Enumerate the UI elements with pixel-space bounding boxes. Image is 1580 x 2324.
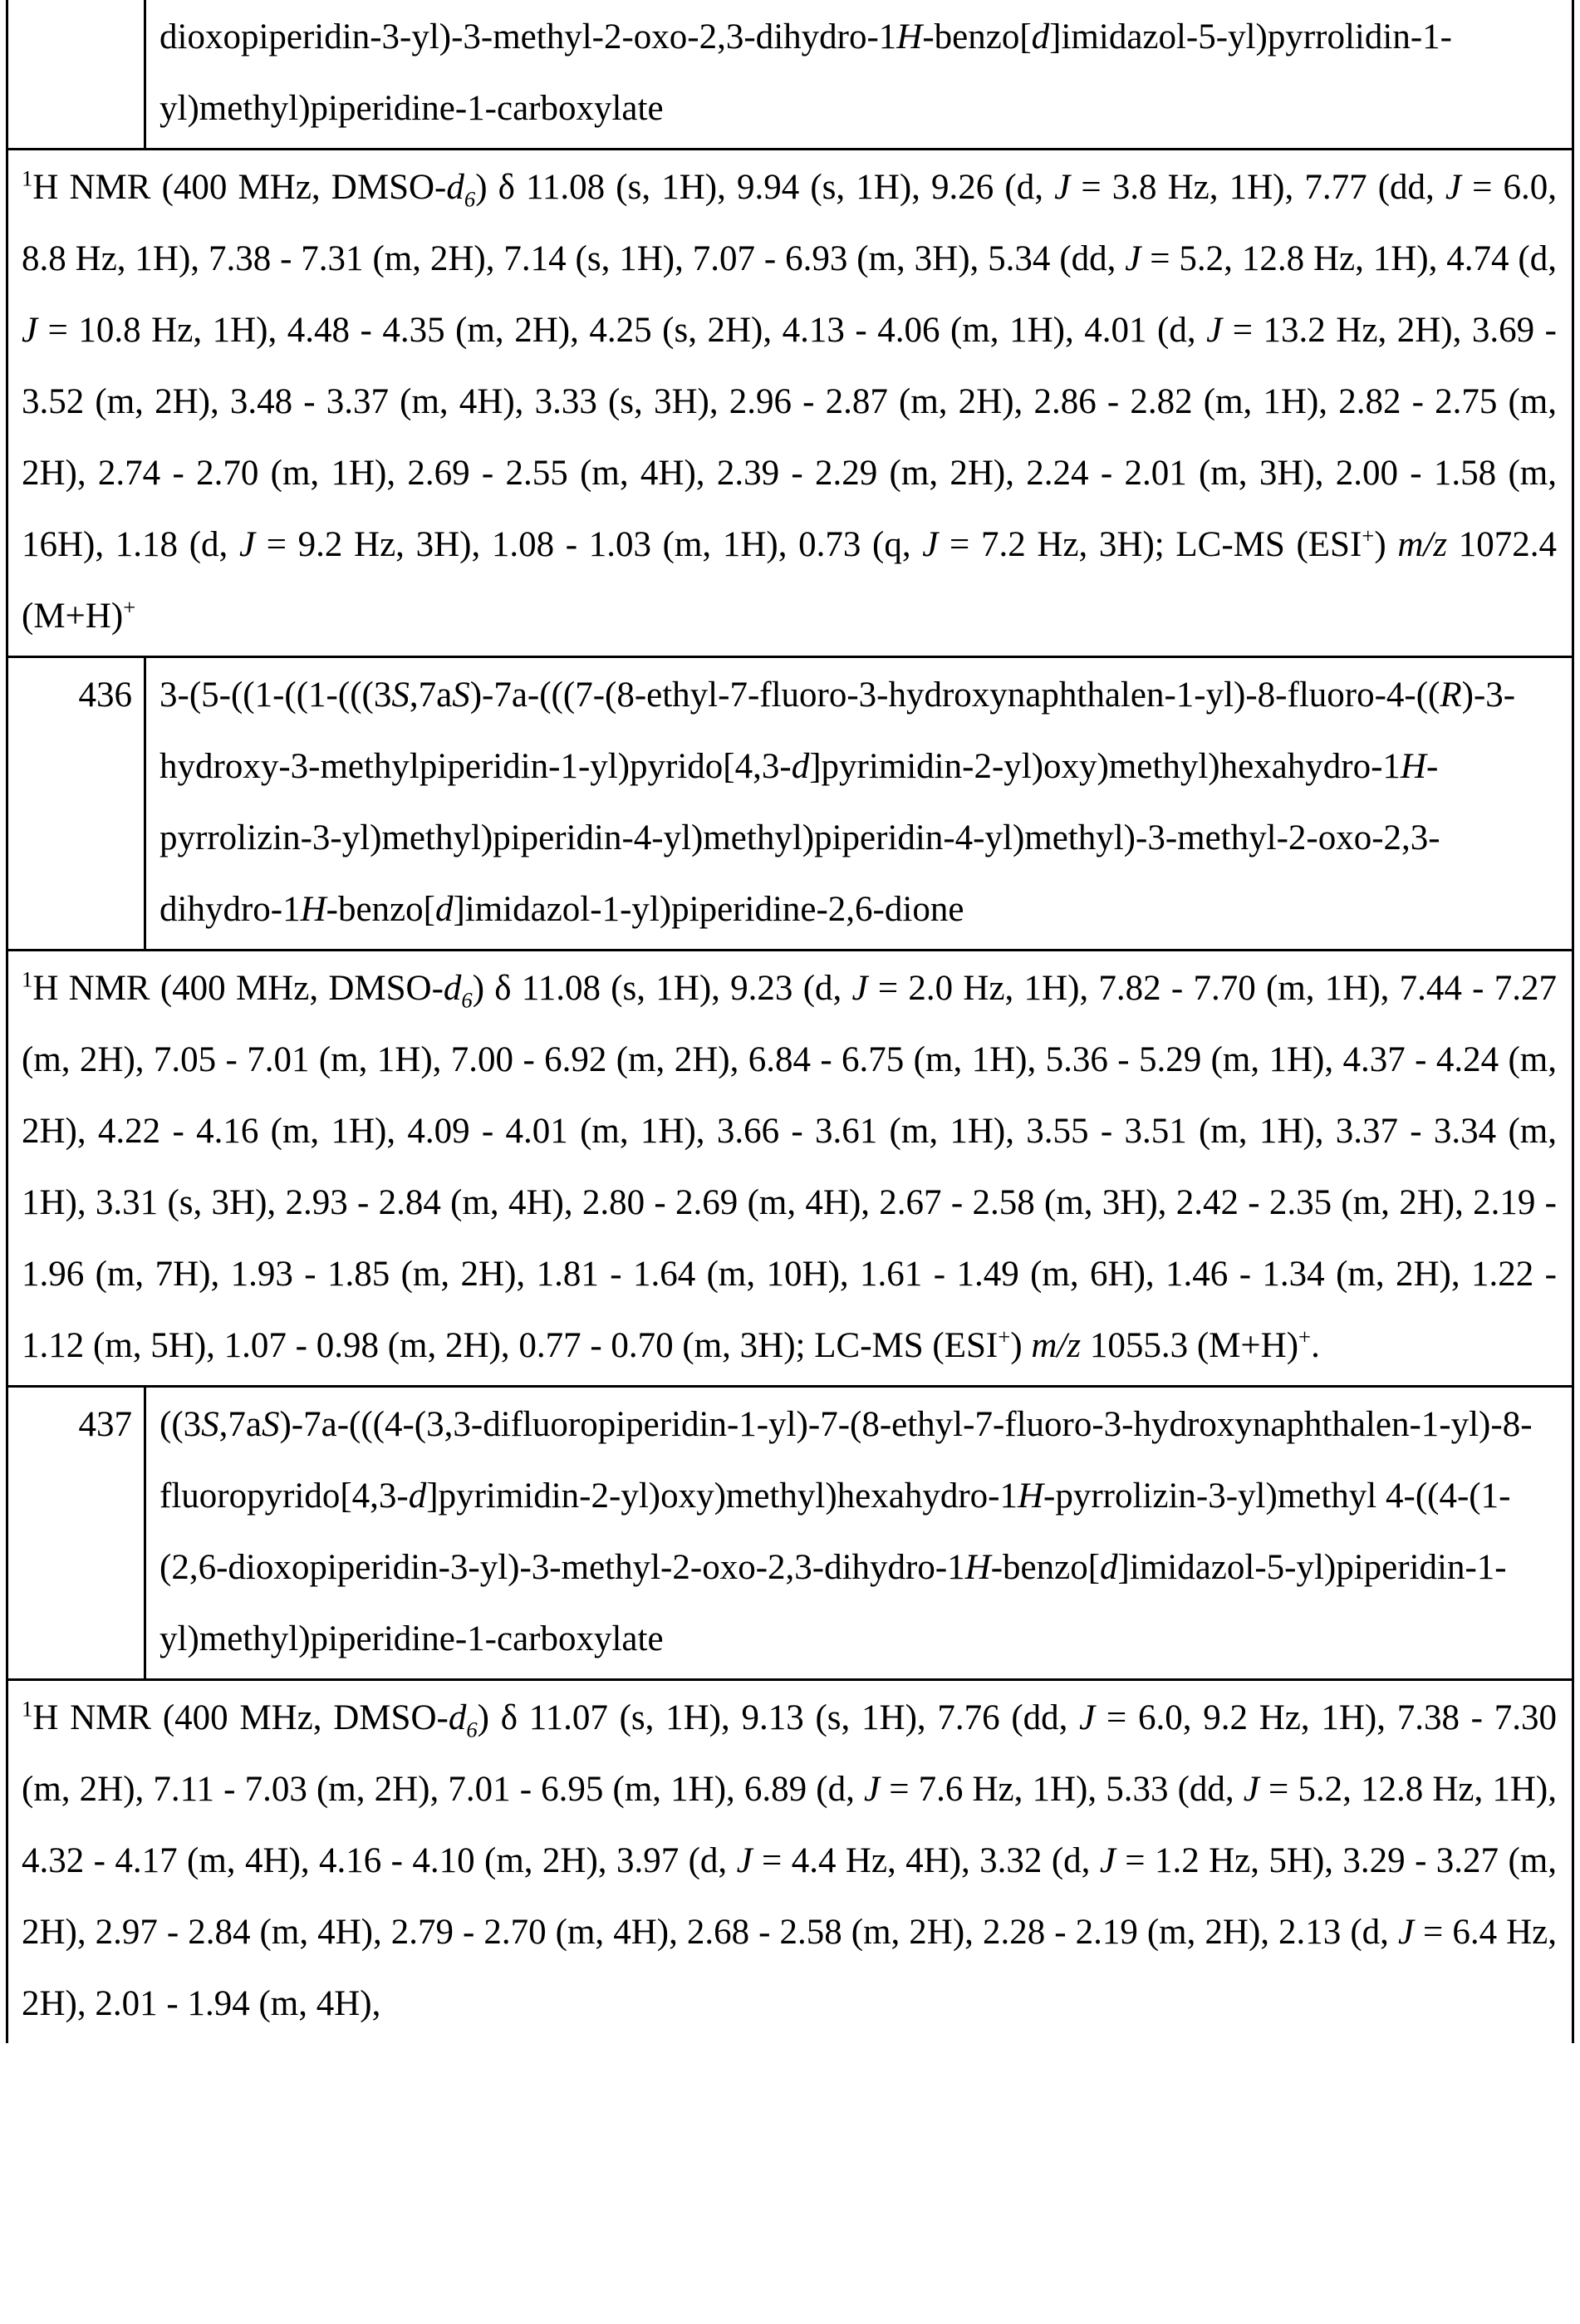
table-row-nmr [7,1680,1573,2044]
nmr-data-cell: $^1$H NMR (400 MHz, DMSO-$d_6$) δ 11.08 (s, 1H), 9.94 (s, 1H), 9.26 (d, J = 3.8 Hz, 1H), 7.77 (dd, J = 6.0, 8.8 Hz, 1H), 7.38 - 7.31 (m, 2H), 7.14 (s, 1H), 7.07 - 6.93 (m, 3H), 5.34 (dd, J = 5.2, 12.8 Hz, 1H), 4.74 (d, J = 10.8 Hz, 1H), 4.48 - 4.35 (m, 2H), 4.25 (s, 2H), 4.13 - 4.06 (m, 1H), 4.01 (d, J = 13.2 Hz, 2H), 3.69 - 3.52 (m, 2H), 3.48 - 3.37 (m, 4H), 3.33 (s, 3H), 2.96 - 2.87 (m, 2H), 2.86 - 2.82 (m, 1H), 2.82 - 2.75 (m, 2H), 2.74 - 2.70 (m, 1H), 2.69 - 2.55 (m, 4H), 2.39 - 2.29 (m, 2H), 2.24 - 2.01 (m, 3H), 2.00 - 1.58 (m, 16H), 1.18 (d, J = 9.2 Hz, 3H), 1.08 - 1.03 (m, 1H), 0.73 (q, J = 7.2 Hz, 3H); LC-MS (ESI+) m/z 1072.4 (M+H)+ [7,150,1573,657]
table-row-compound-continuation [7,0,1573,150]
compound-number-cell: 437 [7,1387,145,1680]
compound-number-cell [7,0,145,150]
table-row-nmr [7,951,1573,1387]
compound-table [6,0,1574,2043]
table-row-compound-437 [7,1387,1573,1680]
table-row-compound-436 [7,657,1573,951]
compound-name-cell: dioxopiperidin-3-yl)-3-methyl-2-oxo-2,3-dihydro-1H-benzo[d]imidazol-5-yl)pyrrolidin-1-yl)methyl)piperidine-1-carboxylate [145,0,1573,150]
nmr-data-cell: $^1$H NMR (400 MHz, DMSO-$d_6$) δ 11.08 (s, 1H), 9.23 (d, J = 2.0 Hz, 1H), 7.82 - 7.70 (m, 1H), 7.44 - 7.27 (m, 2H), 7.05 - 7.01 (m, 1H), 7.00 - 6.92 (m, 2H), 6.84 - 6.75 (m, 1H), 5.36 - 5.29 (m, 1H), 4.37 - 4.24 (m, 2H), 4.22 - 4.16 (m, 1H), 4.09 - 4.01 (m, 1H), 3.66 - 3.61 (m, 1H), 3.55 - 3.51 (m, 1H), 3.37 - 3.34 (m, 1H), 3.31 (s, 3H), 2.93 - 2.84 (m, 4H), 2.80 - 2.69 (m, 4H), 2.67 - 2.58 (m, 3H), 2.42 - 2.35 (m, 2H), 2.19 - 1.96 (m, 7H), 1.93 - 1.85 (m, 2H), 1.81 - 1.64 (m, 10H), 1.61 - 1.49 (m, 6H), 1.46 - 1.34 (m, 2H), 1.22 - 1.12 (m, 5H), 1.07 - 0.98 (m, 2H), 0.77 - 0.70 (m, 3H); LC-MS (ESI+) m/z 1055.3 (M+H)+. [7,951,1573,1387]
compound-number-cell: 436 [7,657,145,951]
compound-name-cell: 3-(5-((1-((1-(((3S,7aS)-7a-(((7-(8-ethyl-7-fluoro-3-hydroxynaphthalen-1-yl)-8-fluoro-4-((R)-3-hydroxy-3-methylpiperidin-1-yl)pyrido[4,3-d]pyrimidin-2-yl)oxy)methyl)hexahydro-1H-pyrrolizin-3-yl)methyl)piperidin-4-yl)methyl)piperidin-4-yl)methyl)-3-methyl-2-oxo-2,3-dihydro-1H-benzo[d]imidazol-1-yl)piperidine-2,6-dione [145,657,1573,951]
compound-name-cell: ((3S,7aS)-7a-(((4-(3,3-difluoropiperidin-1-yl)-7-(8-ethyl-7-fluoro-3-hydroxynaphthalen-1-yl)-8-fluoropyrido[4,3-d]pyrimidin-2-yl)oxy)methyl)hexahydro-1H-pyrrolizin-3-yl)methyl 4-((4-(1-(2,6-dioxopiperidin-3-yl)-3-methyl-2-oxo-2,3-dihydro-1H-benzo[d]imidazol-5-yl)piperidin-1-yl)methyl)piperidine-1-carboxylate [145,1387,1573,1680]
nmr-data-cell: $^1$H NMR (400 MHz, DMSO-$d_6$) δ 11.07 (s, 1H), 9.13 (s, 1H), 7.76 (dd, J = 6.0, 9.2 Hz, 1H), 7.38 - 7.30 (m, 2H), 7.11 - 7.03 (m, 2H), 7.01 - 6.95 (m, 1H), 6.89 (d, J = 7.6 Hz, 1H), 5.33 (dd, J = 5.2, 12.8 Hz, 1H), 4.32 - 4.17 (m, 4H), 4.16 - 4.10 (m, 2H), 3.97 (d, J = 4.4 Hz, 4H), 3.32 (d, J = 1.2 Hz, 5H), 3.29 - 3.27 (m, 2H), 2.97 - 2.84 (m, 4H), 2.79 - 2.70 (m, 4H), 2.68 - 2.58 (m, 2H), 2.28 - 2.19 (m, 2H), 2.13 (d, J = 6.4 Hz, 2H), 2.01 - 1.94 (m, 4H), [7,1680,1573,2044]
table-row-nmr [7,150,1573,657]
